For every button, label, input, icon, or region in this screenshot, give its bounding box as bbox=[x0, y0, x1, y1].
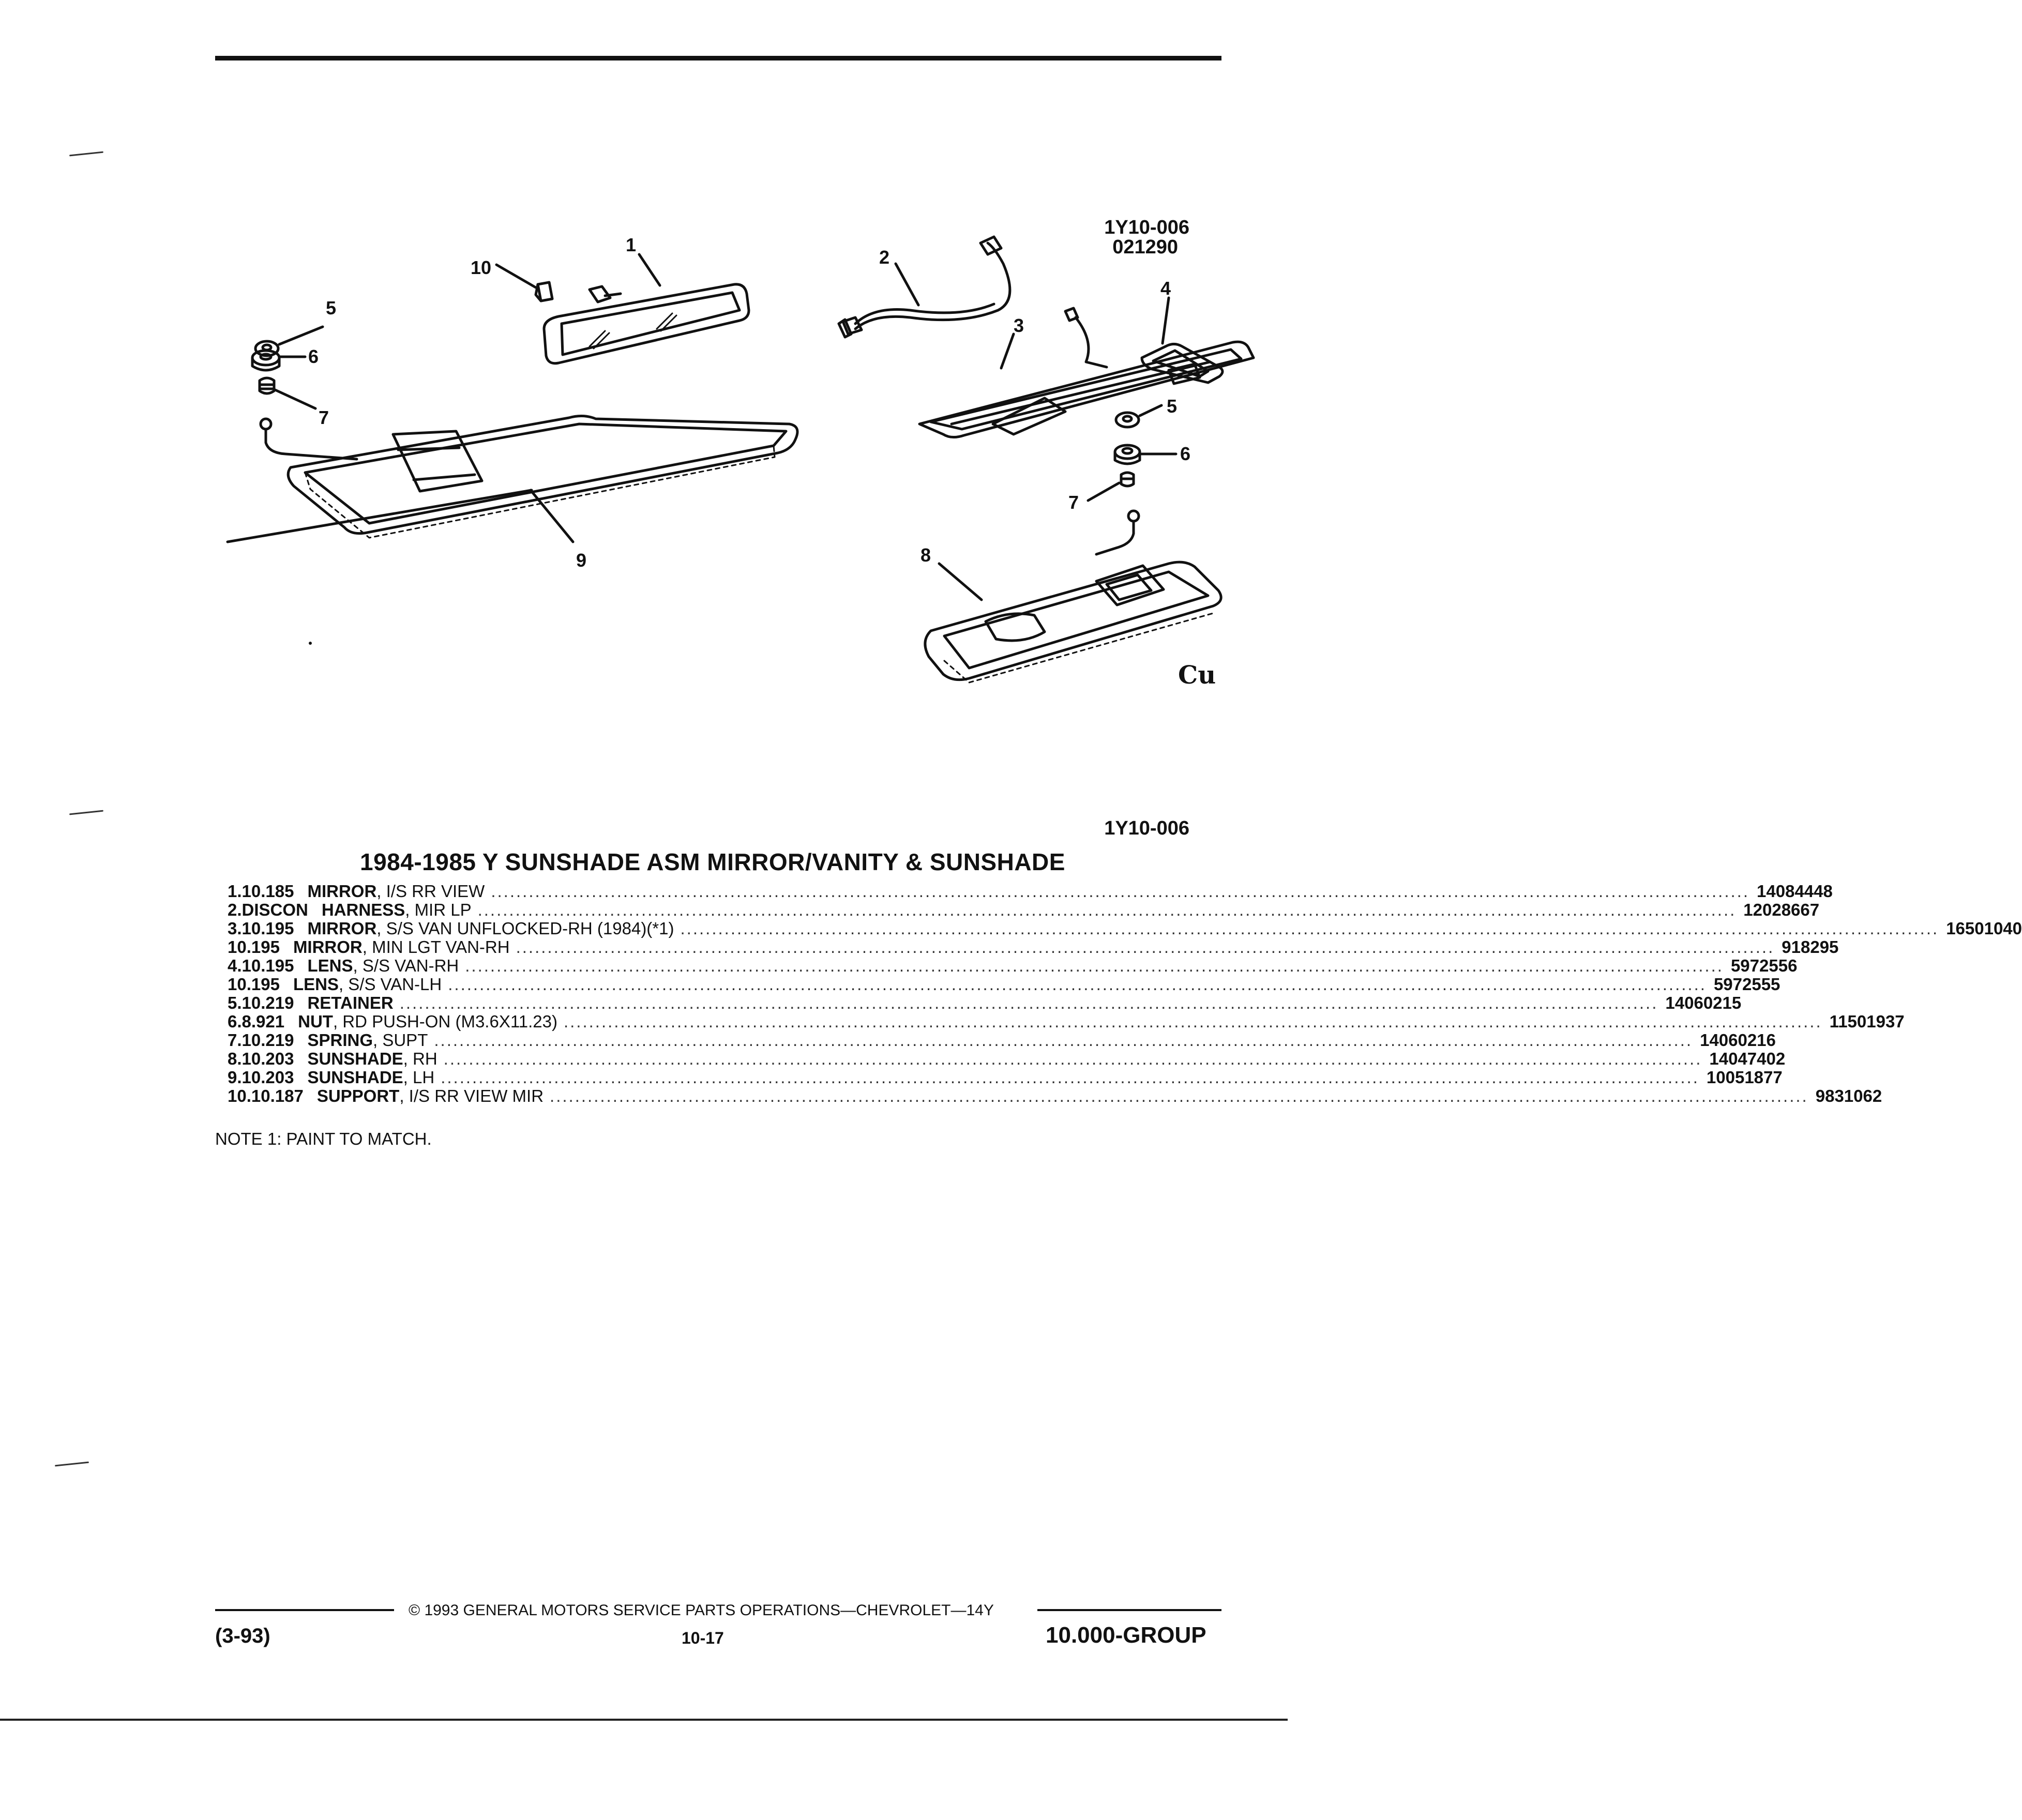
margin-mark bbox=[69, 151, 103, 157]
spring-left-drawing bbox=[260, 378, 274, 393]
part-name: HARNESS bbox=[321, 900, 405, 919]
leader-dots: ........................................................................................................................................................................................................ bbox=[680, 919, 1939, 938]
part-name: NUT bbox=[298, 1012, 333, 1031]
leader-dots: ........................................................................................................................................................................................................ bbox=[465, 956, 1724, 975]
item-number: 9. bbox=[228, 1068, 242, 1087]
parts-row bbox=[228, 900, 1820, 919]
part-name: RETAINER bbox=[307, 993, 394, 1012]
copyright-line: © 1993 GENERAL MOTORS SERVICE PARTS OPERATIONS—CHEVROLET—14Y bbox=[409, 1602, 994, 1619]
group-number: DISCON bbox=[242, 900, 308, 919]
part-name: SUNSHADE bbox=[307, 1049, 403, 1068]
part-name: LENS bbox=[307, 956, 353, 975]
parts-row bbox=[228, 956, 1798, 975]
part-description bbox=[294, 882, 1757, 901]
part-name: MIRROR bbox=[307, 919, 377, 938]
parts-row bbox=[228, 882, 1833, 901]
callout-5-left: 5 bbox=[326, 297, 337, 318]
item-number: 4. bbox=[228, 956, 242, 975]
part-description bbox=[294, 1068, 1706, 1087]
part-name: SUNSHADE bbox=[307, 1068, 403, 1087]
group-number: 10.219 bbox=[242, 1030, 294, 1050]
part-number: 10051877 bbox=[1706, 1068, 1783, 1087]
group-number: 10.195 bbox=[242, 919, 294, 938]
part-number: 14047402 bbox=[1709, 1049, 1786, 1068]
part-description bbox=[294, 1050, 1709, 1068]
group-number: 10.195 bbox=[242, 956, 294, 975]
part-number: 14060216 bbox=[1700, 1030, 1776, 1050]
callout-6-right: 6 bbox=[1180, 443, 1191, 464]
nut-left-drawing bbox=[252, 351, 279, 370]
callout-2: 2 bbox=[879, 247, 890, 268]
part-description bbox=[280, 975, 1714, 994]
item-number: 5. bbox=[228, 993, 242, 1012]
spring-right-drawing bbox=[1121, 473, 1134, 486]
sunshade-rh-drawing bbox=[925, 511, 1221, 682]
part-qualifier: , I/S RR VIEW bbox=[376, 882, 485, 901]
section-title: 1984-1985 Y SUNSHADE ASM MIRROR/VANITY & SUNSHADE bbox=[360, 848, 1065, 875]
part-description bbox=[294, 957, 1730, 975]
leader-dots: ........................................................................................................................................................................................................ bbox=[448, 975, 1707, 994]
retainer-right-drawing bbox=[1116, 413, 1139, 427]
leader-dots: ........................................................................................................................................................................................................ bbox=[563, 1012, 1822, 1031]
parts-row bbox=[228, 1086, 1882, 1105]
parts-row bbox=[228, 975, 1780, 994]
part-qualifier: , S/S VAN-RH bbox=[353, 956, 459, 975]
leader-dots: ........................................................................................................................................................................................................ bbox=[441, 1068, 1699, 1087]
parts-illustration bbox=[228, 207, 1220, 724]
parts-row bbox=[228, 1049, 1786, 1068]
part-name: SPRING bbox=[307, 1030, 373, 1050]
part-description bbox=[294, 1031, 1700, 1050]
figure-id: 1Y10-006 bbox=[1104, 217, 1189, 238]
revision-date: (3-93) bbox=[215, 1625, 270, 1647]
leader-3 bbox=[1001, 334, 1014, 368]
leader-9 bbox=[228, 490, 532, 542]
group-number: 10.185 bbox=[242, 882, 294, 901]
item-number: 2. bbox=[228, 900, 242, 919]
leader-dots: ........................................................................................................................................................................................................ bbox=[434, 1030, 1693, 1050]
callout-5-right: 5 bbox=[1167, 396, 1178, 417]
item-number: 10. bbox=[228, 1086, 251, 1105]
leader-10 bbox=[496, 265, 536, 287]
parts-row bbox=[228, 1012, 1905, 1031]
part-qualifier: , S/S VAN-LH bbox=[338, 975, 442, 994]
leader-dots: ........................................................................................................................................................................................................ bbox=[477, 900, 1737, 919]
parts-row bbox=[228, 993, 1742, 1012]
harness-drawing bbox=[839, 237, 1010, 337]
parts-row bbox=[228, 919, 2022, 938]
item-number: 7. bbox=[228, 1030, 242, 1050]
part-qualifier: , MIR LP bbox=[405, 900, 472, 919]
part-description bbox=[304, 1087, 1816, 1105]
part-number: 918295 bbox=[1782, 937, 1839, 957]
leader-dots: ........................................................................................................................................................................................................ bbox=[443, 1049, 1702, 1068]
margin-mark bbox=[55, 1462, 89, 1467]
item-number: 6. bbox=[228, 1012, 242, 1031]
callout-7-left: 7 bbox=[319, 407, 329, 428]
group-number: 10.203 bbox=[242, 1068, 294, 1087]
callout-1: 1 bbox=[626, 234, 637, 255]
figure-id-bottom: 1Y10-006 bbox=[1104, 817, 1189, 839]
part-qualifier: , SUPT bbox=[373, 1030, 428, 1050]
item-number: 3. bbox=[228, 919, 242, 938]
part-name: MIRROR bbox=[307, 882, 377, 901]
margin-mark bbox=[69, 810, 103, 815]
footnote: NOTE 1: PAINT TO MATCH. bbox=[215, 1129, 432, 1148]
part-qualifier: , I/S RR VIEW MIR bbox=[399, 1086, 544, 1105]
parts-row bbox=[228, 1030, 1776, 1050]
part-qualifier: , MIN LGT VAN-RH bbox=[362, 937, 510, 957]
part-number: 14084448 bbox=[1757, 882, 1833, 901]
part-qualifier: , S/S VAN UNFLOCKED-RH (1984)(*1) bbox=[376, 919, 674, 938]
top-rule bbox=[215, 56, 1221, 60]
item-number: 8. bbox=[228, 1049, 242, 1068]
part-description bbox=[308, 901, 1743, 919]
leader-4 bbox=[1163, 298, 1169, 343]
group-number: 10.219 bbox=[242, 993, 294, 1012]
callout-4: 4 bbox=[1160, 278, 1171, 299]
part-description bbox=[280, 938, 1782, 957]
item-number: 1. bbox=[228, 882, 242, 901]
sunshade-lh-drawing bbox=[261, 416, 797, 538]
leader-1 bbox=[639, 254, 660, 285]
part-number: 11501937 bbox=[1829, 1012, 1905, 1031]
group-number: 8.921 bbox=[242, 1012, 285, 1031]
part-number: 14060215 bbox=[1665, 993, 1742, 1012]
callout-6-left: 6 bbox=[308, 346, 319, 367]
group-number: 10.195 bbox=[228, 937, 280, 957]
parts-row bbox=[228, 937, 1839, 957]
leader-8 bbox=[939, 564, 982, 600]
part-name: SUPPORT bbox=[316, 1086, 400, 1105]
callout-9: 9 bbox=[576, 550, 587, 571]
leader-dots: ........................................................................................................................................................................................................ bbox=[491, 882, 1750, 901]
group-number: 10.195 bbox=[228, 975, 280, 994]
part-name: LENS bbox=[293, 975, 339, 994]
rear-view-mirror-drawing bbox=[544, 284, 749, 363]
part-description bbox=[294, 919, 1946, 938]
parts-row bbox=[228, 1068, 1783, 1087]
nut-right-drawing bbox=[1115, 445, 1140, 464]
part-name: MIRROR bbox=[293, 937, 363, 957]
callout-7-right: 7 bbox=[1068, 492, 1079, 513]
part-number: 9831062 bbox=[1815, 1086, 1882, 1105]
part-description bbox=[294, 994, 1665, 1012]
callout-3: 3 bbox=[1014, 315, 1024, 336]
footer-rule-left bbox=[215, 1609, 394, 1611]
figure-date-code: 021290 bbox=[1112, 236, 1178, 258]
part-qualifier: , RD PUSH-ON (M3.6X11.23) bbox=[333, 1012, 557, 1031]
leader-dots: ........................................................................................................................................................................................................ bbox=[550, 1086, 1808, 1105]
part-number: 16501040 bbox=[1946, 919, 2022, 938]
part-number: 5972555 bbox=[1713, 975, 1780, 994]
part-description bbox=[284, 1012, 1830, 1031]
part-number: 12028667 bbox=[1743, 900, 1820, 919]
leader-dots: ........................................................................................................................................................................................................ bbox=[399, 993, 1658, 1012]
part-qualifier: , RH bbox=[403, 1049, 437, 1068]
callout-10: 10 bbox=[471, 257, 492, 278]
footer-rule-right bbox=[1037, 1609, 1221, 1611]
callout-8: 8 bbox=[921, 544, 931, 566]
part-number: 5972556 bbox=[1730, 956, 1798, 975]
bottom-rule bbox=[0, 1719, 1288, 1721]
group-number: 10.000-GROUP bbox=[1046, 1622, 1206, 1648]
support-clip-drawing bbox=[536, 282, 552, 301]
group-number: 10.187 bbox=[251, 1086, 304, 1105]
page-number: 10-17 bbox=[682, 1629, 724, 1647]
logo-mark: Cu bbox=[1178, 661, 1216, 690]
leader-2 bbox=[896, 264, 918, 305]
leader-dots: ........................................................................................................................................................................................................ bbox=[516, 937, 1775, 957]
parts-list bbox=[228, 882, 2022, 1105]
group-number: 10.203 bbox=[242, 1049, 294, 1068]
part-qualifier: , LH bbox=[403, 1068, 435, 1087]
